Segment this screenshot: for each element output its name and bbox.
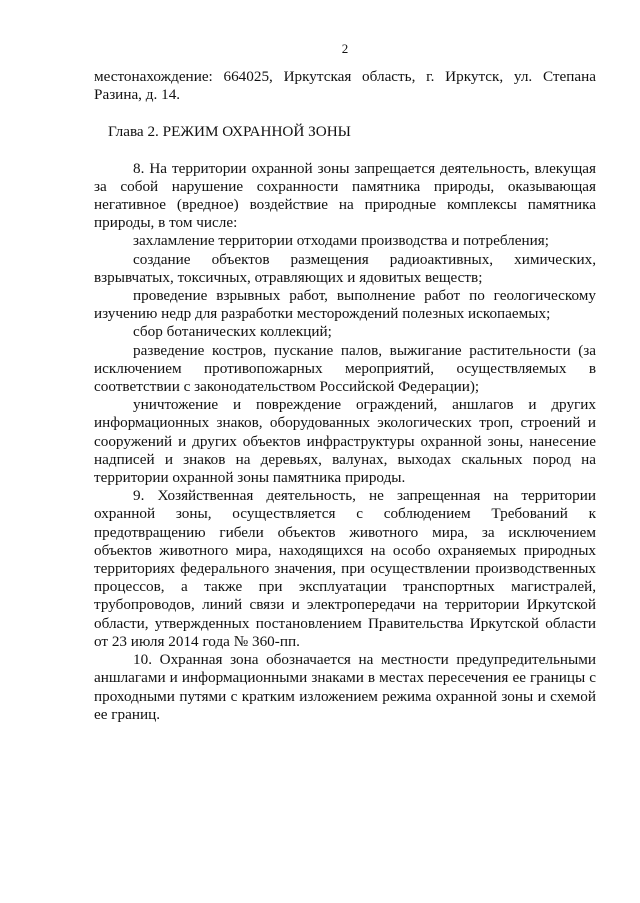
paragraph-10: 10. Охранная зона обозначается на местности предупредительными аншлагами и информационными знаками в местах пересечения ее границы с проходными путями с кратким изложением режима охранной зоны и схемой ее границ. xyxy=(94,651,596,723)
paragraph-9: 9. Хозяйственная деятельность, не запрещенная на территории охранной зоны, осуществляется с соблюдением Требований к предотвращению гибели объектов животного мира, за исключением объектов животного мира, находящихся на особо охраняемых природных территориях федерального значения, при осуществлении производственных процессов, а также при эксплуатации транспортных магистралей, трубопроводов, линий связи и электропередачи на территории Иркутской области, утвержденных постановлением Правительства Иркутской области от 23 июля 2014 года № 360-пп. xyxy=(94,487,596,650)
paragraph-8-lead: 8. На территории охранной зоны запрещается деятельность, влекущая за собой нарушение сохранности памятника природы, оказывающая негативное (вредное) воздействие на природные комплексы памятника природы, в том числе: xyxy=(94,159,596,232)
paragraph-8-item: уничтожение и повреждение ограждений, аншлагов и других информационных знаков, оборудованных экологических троп, строений и сооружений и других объектов инфраструктуры охранной зоны, нанесение надписей и знаков на деревьях, валунах, выходах скальных пород на территории охранной зоны памятника природы. xyxy=(94,396,596,487)
paragraph-8-item: захламление территории отходами производства и потребления; xyxy=(133,232,549,250)
paragraph-8-item: сбор ботанических коллекций; xyxy=(133,323,332,341)
paragraph-8-item: разведение костров, пускание палов, выжигание растительности (за исключением противопожарных мероприятий, осуществляемых в соответствии с законодательством Российской Федерации); xyxy=(94,341,596,396)
document-body xyxy=(94,68,596,724)
chapter-heading: Глава 2. РЕЖИМ ОХРАННОЙ ЗОНЫ xyxy=(108,123,351,141)
address-paragraph: местонахождение: 664025, Иркутская область, г. Иркутск, ул. Степана Разина, д. 14. xyxy=(94,68,596,104)
paragraph-8-item: создание объектов размещения радиоактивных, химических, взрывчатых, токсичных, отравляющих и ядовитых веществ; xyxy=(94,250,596,286)
page-number: 2 xyxy=(341,41,349,56)
paragraph-8-item: проведение взрывных работ, выполнение работ по геологическому изучению недр для разработки месторождений полезных ископаемых; xyxy=(94,287,596,323)
